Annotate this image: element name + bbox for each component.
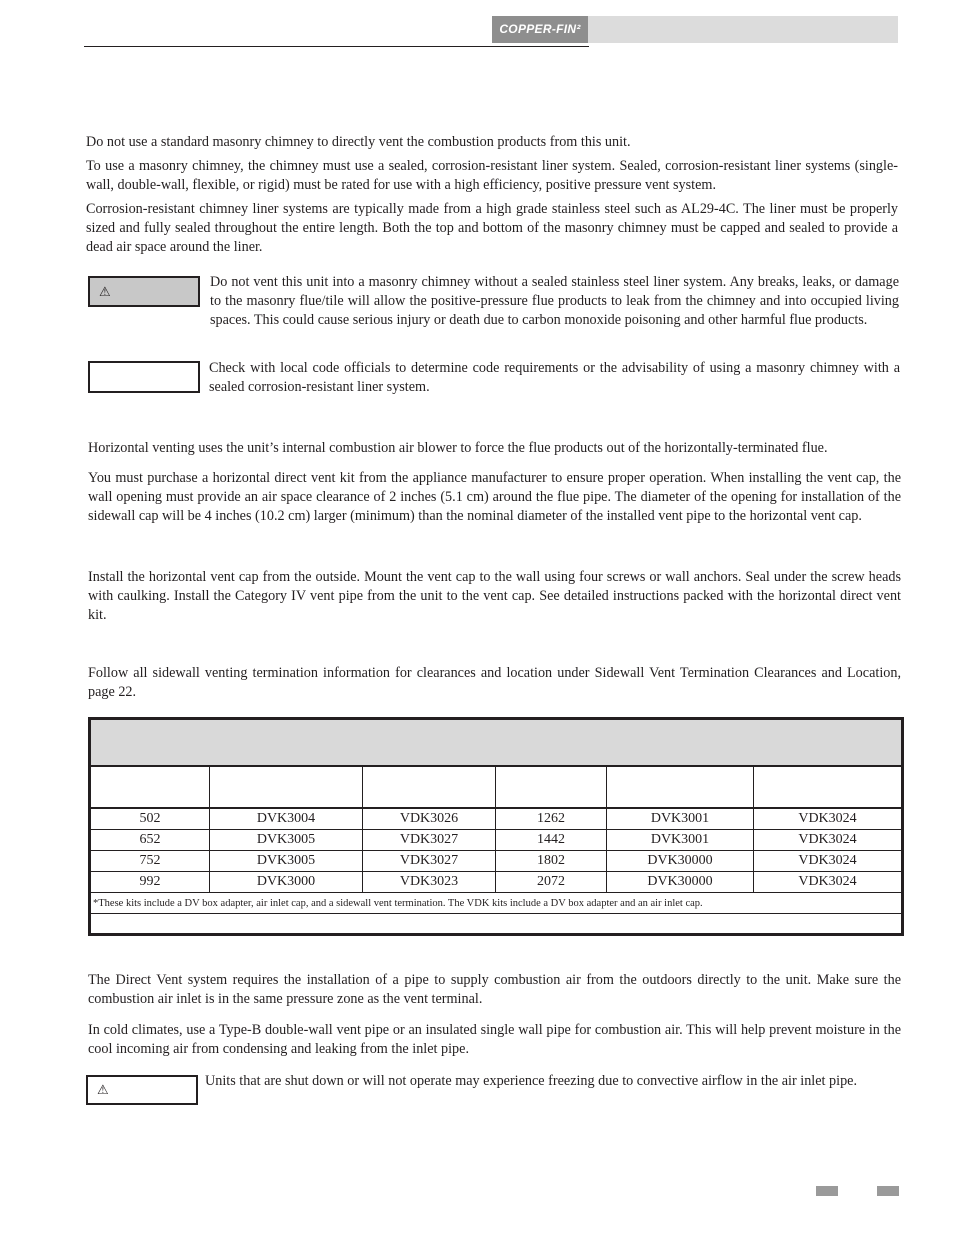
horizontal-paragraph-3: Install the horizontal vent cap from the outside. Mount the vent cap to the wall using four screws or wall anchors. Seal under the screw heads with caulking. Install the Category IV vent pipe from the unit to the vent cap. See detailed instructions packed with the horizontal direct vent kit. xyxy=(88,569,901,623)
table-footnote: *These kits include a DV box adapter, air inlet cap, and a sidewall vent termination. The VDK kits include a DV box adapter and an air inlet cap. xyxy=(90,893,903,914)
header-cell xyxy=(210,766,363,808)
dv-kit-cell: DVK3005 xyxy=(210,851,363,872)
model-cell: 992 xyxy=(90,872,210,893)
dv-kit-cell: DVK3005 xyxy=(210,830,363,851)
table-row xyxy=(90,851,903,872)
header-cell xyxy=(363,766,496,808)
horizontal-paragraph-1: Horizontal venting uses the unit’s internal combustion air blower to force the flue products out of the horizontally-terminated flue. xyxy=(88,440,828,456)
vdk-kit-cell: VDK3026 xyxy=(363,808,496,830)
table-header-row xyxy=(90,766,903,808)
model-cell: 502 xyxy=(90,808,210,830)
warning-triangle-icon: ⚠ xyxy=(97,1083,109,1098)
direct-vent-paragraph-1: The Direct Vent system requires the installation of a pipe to supply combustion air from the outdoors directly to the unit. Make sure the combustion air inlet is in the same pressure zone as the vent terminal. xyxy=(88,972,901,1007)
table-footnote-row xyxy=(90,893,903,914)
chimney-warning-text: Do not vent this unit into a masonry chimney without a sealed stainless steel liner system. Any breaks, leaks, or damage to the masonry flue/tile will allow the positive-pressure flue products to leak from the chimney and into occupied living spaces. This could cause serious injury or death due to carbon monoxide poisoning and other harmful flue products. xyxy=(210,274,899,328)
direct-vent-paragraph-2: In cold climates, use a Type-B double-wall vent pipe or an insulated single wall pipe for combustion air. This will help prevent moisture in the cool incoming air from condensing and leaking from the inlet pipe. xyxy=(88,1022,901,1057)
dv-kit-cell: DVK3004 xyxy=(210,808,363,830)
model-cell: 652 xyxy=(90,830,210,851)
vdk-kit-cell: VDK3027 xyxy=(363,851,496,872)
dv-kit-cell: DVK3000 xyxy=(210,872,363,893)
header-cell xyxy=(754,766,903,808)
dv-kit-cell: DVK3001 xyxy=(607,808,754,830)
model-cell: 752 xyxy=(90,851,210,872)
table-empty-row xyxy=(90,914,903,935)
vdk-kit-cell: VDK3024 xyxy=(754,830,903,851)
header-cell xyxy=(90,766,210,808)
vdk-kit-cell: VDK3024 xyxy=(754,872,903,893)
vdk-kit-cell: VDK3024 xyxy=(754,851,903,872)
horizontal-paragraph-2: You must purchase a horizontal direct vent kit from the appliance manufacturer to ensure proper operation. When installing the vent cap, the wall opening must provide an air space clearance of 2 inches (5.1 cm) around the flue pipe. The diameter of the opening for installation of the sidewall cap will be 4 inches (10.2 cm) larger (minimum) than the nominal diameter of the installed vent pipe to the horizontal vent cap. xyxy=(88,470,901,524)
header-cell xyxy=(607,766,754,808)
table-row xyxy=(90,808,903,830)
warning-triangle-icon: ⚠ xyxy=(99,285,111,300)
table-row xyxy=(90,830,903,851)
footer-tab-right xyxy=(877,1186,899,1196)
dv-kit-cell: DVK3001 xyxy=(607,830,754,851)
horizontal-paragraph-4: Follow all sidewall venting termination information for clearances and location under Sidewall Vent Termination Clearances and Location, page 22. xyxy=(88,665,901,700)
table-empty-cell xyxy=(90,914,903,935)
model-cell: 1802 xyxy=(496,851,607,872)
vdk-kit-cell: VDK3023 xyxy=(363,872,496,893)
model-cell: 2072 xyxy=(496,872,607,893)
dv-kit-cell: DVK30000 xyxy=(607,851,754,872)
chimney-paragraph-3: Corrosion-resistant chimney liner systems are typically made from a high grade stainless steel such as AL29-4C. The liner must be properly sized and fully sealed throughout the entire length. Both the top and bottom of the masonry chimney must be capped and sealed to provide a dead air space around the liner. xyxy=(86,201,898,255)
dv-kit-cell: DVK30000 xyxy=(607,872,754,893)
vent-kit-table xyxy=(88,717,904,936)
model-cell: 1442 xyxy=(496,830,607,851)
header-rule xyxy=(84,46,589,47)
chimney-paragraph-2: To use a masonry chimney, the chimney must use a sealed, corrosion-resistant liner system. Sealed, corrosion-resistant liner systems (single-wall, double-wall, flexible, or rigid) must be rated for use with a high efficiency, positive pressure vent system. xyxy=(86,158,898,193)
table-row xyxy=(90,872,903,893)
vdk-kit-cell: VDK3024 xyxy=(754,808,903,830)
table-title-cell xyxy=(90,719,903,767)
chimney-paragraph-1: Do not use a standard masonry chimney to directly vent the combustion products from this unit. xyxy=(86,134,631,150)
warning-callout-box xyxy=(88,276,200,307)
brand-logo: COPPER-FIN² xyxy=(492,16,588,43)
direct-vent-caution-text: Units that are shut down or will not operate may experience freezing due to convective airflow in the air inlet pipe. xyxy=(205,1073,858,1089)
footer-tab-left xyxy=(816,1186,838,1196)
caution-callout-box xyxy=(86,1075,198,1105)
vdk-kit-cell: VDK3027 xyxy=(363,830,496,851)
chimney-note-text: Check with local code officials to determine code requirements or the advisability of using a masonry chimney with a sealed corrosion-resistant liner system. xyxy=(209,360,900,395)
header-cell xyxy=(496,766,607,808)
model-cell: 1262 xyxy=(496,808,607,830)
table-title-row xyxy=(90,719,903,767)
note-callout-box xyxy=(88,361,200,393)
